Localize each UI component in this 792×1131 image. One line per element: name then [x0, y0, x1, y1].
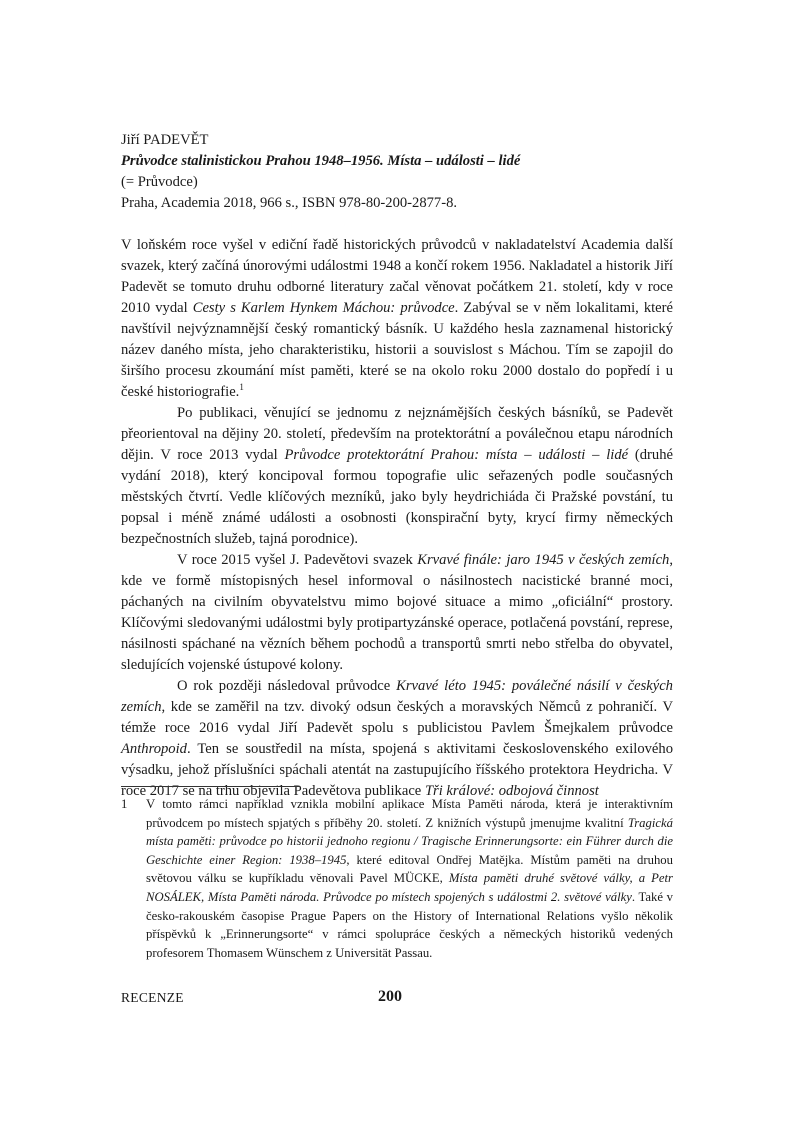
footnote — [121, 795, 673, 962]
text-run: , které editoval Ondřej Matějka. Místům paměti na druhou světovou válku se kupříkladu věnovali Pavel MÜCKE, — [146, 852, 673, 886]
footnote-text — [146, 795, 673, 962]
text-run: V loňském roce vyšel v ediční řadě historických průvodců v nakladatelství Academia další svazek, který začíná únorovými událostmi 1948 a končí rokem 1956. Nakladatel a historik Jiří Padevět se tomuto druhu odborné literatury začal věnovat počátkem 21. století, kdy v roce 2010 vydal — [121, 237, 673, 316]
title-abbreviation: (= Průvodce) — [121, 174, 198, 190]
italic-title: Místa paměti druhé světové války, a Petr NOSÁLEK, Místa Paměti národa. Průvodce po místech spojených s událostmi 2. světové války — [146, 871, 673, 904]
paragraph — [121, 235, 673, 403]
page-content — [121, 130, 673, 802]
text-run: (druhé vydání 2018), který koncipoval formou topografie ulic seřazených podle současných městských čtvrtí. Vedle klíčových mezníků, jako byly heydrichiáda či Pražské povstání, tu popsal i méně známé události a osobnosti (konspirační byty, krycí firmy německých bezpečnostních služeb, tajná porodnice). — [121, 447, 673, 547]
text-run: V tomto rámci například vznikla mobilní aplikace Místa Paměti národa, která je interaktivním průvodcem po místech spjatých s příběhy 20. století. Z knižních výstupů jmenujme kvalitní — [146, 797, 673, 830]
italic-title: Anthropoid — [121, 741, 187, 757]
footnote-number: 1 — [121, 797, 128, 811]
italic-title: Průvodce protektorátní Prahou: místa – události – lidé — [284, 447, 629, 463]
book-author: Jiří PADEVĚT — [121, 132, 209, 148]
italic-title: Krvavé finále: jaro 1945 v českých zemích — [417, 552, 670, 568]
footnote-ref: 1 — [239, 382, 244, 393]
text-run: , kde se zaměřil na tzv. divoký odsun českých a moravských Němců z pohraničí. V témže roce 2016 vydal Jiří Padevět spolu s publicistou Pavlem Šmejkalem průvodce — [121, 699, 673, 736]
review-header — [121, 130, 673, 214]
italic-title: Tři králové: odbojová činnost — [424, 783, 599, 799]
review-body — [121, 235, 673, 802]
text-run: . Také v česko-rakouském časopise Prague Papers on the History of International Relations vyšlo několik příspěvků k „Erinnerungsorte“ v rámci spolupráce českých a německých historiků vedených profesorem Thomasem Wünschem z Universität Passau. — [146, 889, 673, 960]
publication-info: Praha, Academia 2018, 966 s., ISBN 978-80-200-2877-8. — [121, 195, 458, 211]
page-number: 200 — [378, 988, 402, 1005]
paragraph — [121, 403, 673, 550]
paragraph — [121, 676, 673, 802]
footnote-divider — [121, 786, 299, 787]
book-title: Průvodce stalinistickou Prahou 1948–1956. Místa – události – lidé — [121, 153, 521, 169]
text-run: , kde ve formě místopisných hesel informoval o násilnostech nacistické branné moci, páchaných na civilním obyvatelstvu mimo bojové situace a mimo „oficiální“ prostory. Klíčovými sledovanými událostmi byly protipartyzánské operace, potlačená povstání, represe, násilnosti spáchané na vězních během pochodů a transportů smrti nebo střelba do obyvatel, sledujících vojenské ústupové kolony. — [121, 552, 674, 673]
italic-title: Krvavé léto 1945: poválečné násilí v českých zemích — [121, 678, 673, 715]
paragraph — [121, 550, 673, 676]
text-run: . Zabýval se v něm lokalitami, které navštívil nejvýznamnější český romantický básník. U každého hesla zaznamenal historický název daného místa, jeho charakteristiku, historii a souvislost s Máchou. Tím se zapojil do širšího procesu zkoumání míst paměti, které se na okolo roku 2000 dostalo do popředí i u české historiografie. — [121, 300, 673, 400]
italic-title: Cesty s Karlem Hynkem Máchou: průvodce — [192, 300, 455, 316]
text-run: O rok později následoval průvodce — [177, 678, 397, 694]
text-run: . Ten se soustředil na místa, spojená s aktivitami československého exilového výsadku, jehož příslušníci spáchali atentát na zastupujícího říšského protektora Heydricha. V roce 2017 se na trhu objevila Padevětova publikace — [121, 741, 673, 799]
italic-title: Tragická místa paměti: průvodce po historii jednoho regionu / Tragische Erinnerungsorte: ein Führer durch die Geschichte einer Region: 1938–1945 — [146, 815, 673, 867]
text-run: Po publikaci, věnující se jednomu z nejznámějších českých básníků, se Padevět přeorientoval na dějiny 20. století, především na protektorátní a poválečnou etapu národních dějin. V roce 2013 vydal — [121, 405, 673, 463]
section-label: RECENZE — [121, 990, 184, 1005]
text-run: V roce 2015 vyšel J. Padevětovi svazek — [177, 552, 418, 568]
